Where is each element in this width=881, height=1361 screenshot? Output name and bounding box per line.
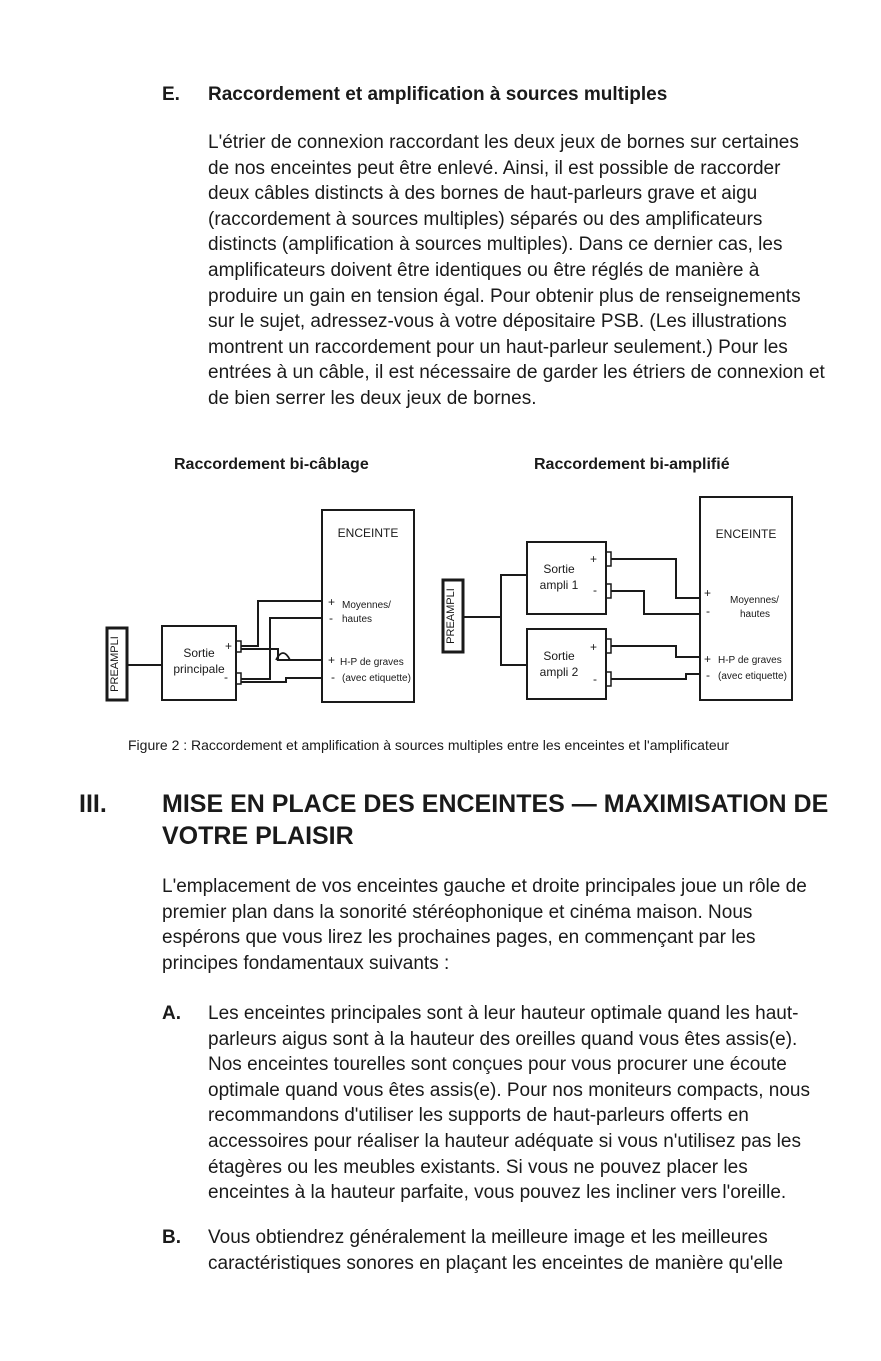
paragraph-line: caractéristiques sonores en plaçant les enceintes de manière qu'elle xyxy=(208,1252,784,1274)
paragraph-line: parleurs aigus sont à la hauteur des oreilles quand vous êtes assis(e). xyxy=(208,1028,798,1050)
moyennes-label: Moyennes/ xyxy=(730,595,779,606)
bi-amp-diagram xyxy=(436,490,806,710)
etiquette-label: (avec etiquette) xyxy=(342,673,411,684)
paragraph-line: optimale quand vous êtes assis(e). Pour nos moniteurs compacts, nous xyxy=(208,1079,810,1101)
paragraph-line: premier plan dans la sonorité stéréophonique et cinéma maison. Nous xyxy=(162,901,753,923)
graves-label: H-P de graves xyxy=(340,657,404,668)
enceinte-label: ENCEINTE xyxy=(715,527,777,541)
section-e-paragraph xyxy=(208,130,825,412)
paragraph-line: sur le sujet, adressez-vous à votre dépositaire PSB. (Les illustrations xyxy=(208,311,787,333)
paragraph-line: Nos enceintes tourelles sont conçues pour vous procurer une écoute xyxy=(208,1054,787,1076)
minus-sign: - xyxy=(593,583,597,597)
sortie-label: Sortie xyxy=(183,646,215,660)
figure-caption: Figure 2 : Raccordement et amplification à sources multiples entre les enceintes et l'amplificateur xyxy=(128,737,730,753)
paragraph-line: principes fondamentaux suivants : xyxy=(162,952,450,974)
item-b-letter: B. xyxy=(162,1227,181,1248)
paragraph-line: montrent un raccordement pour un haut-parleur seulement.) Pour les xyxy=(208,336,788,358)
plus-sign: + xyxy=(328,653,336,667)
minus-sign: - xyxy=(331,670,335,684)
paragraph-line: recommandons d'utiliser les supports de haut-parleurs offerts en xyxy=(208,1105,749,1127)
paragraph-line: accessoires pour réaliser la hauteur adéquate si vous n'utilisez pas les xyxy=(208,1130,801,1152)
title-line: MISE EN PLACE DES ENCEINTES — MAXIMISATION DE xyxy=(162,790,829,818)
paragraph-line: Les enceintes principales sont à leur hauteur optimale quand les haut- xyxy=(208,1003,799,1024)
paragraph-line: L'étrier de connexion raccordant les deux jeux de bornes sur certaines xyxy=(208,132,799,153)
paragraph-line: espérons que vous lirez les prochaines pages, en commençant par les xyxy=(162,927,756,949)
plus-sign: + xyxy=(328,595,336,609)
plus-sign: + xyxy=(704,586,712,600)
preampli-label: PREAMPLI xyxy=(445,588,457,644)
section-iii-number: III. xyxy=(79,790,107,818)
plus-sign: + xyxy=(590,552,598,566)
paragraph-line: amplificateurs doivent être identiques ou être réglés de manière à xyxy=(208,259,760,281)
bi-amp-title: Raccordement bi-amplifié xyxy=(534,456,730,473)
paragraph-line: de bien serrer les deux jeux de bornes. xyxy=(208,387,537,409)
ampli1-label-2: ampli 1 xyxy=(539,578,579,592)
paragraph-line: deux câbles distincts à des bornes de haut-parleurs grave et aigu xyxy=(208,183,758,205)
bi-wiring-title: Raccordement bi-câblage xyxy=(174,456,369,473)
ampli1-label: Sortie xyxy=(543,562,575,576)
hautes-label: hautes xyxy=(342,614,373,625)
plus-sign: + xyxy=(590,640,598,654)
item-b-paragraph xyxy=(208,1225,783,1276)
enceinte-label: ENCEINTE xyxy=(337,526,399,540)
paragraph-line: de nos enceintes peut être enlevé. Ainsi, il est possible de raccorder xyxy=(208,157,781,179)
minus-sign: - xyxy=(706,668,710,682)
section-e-title: Raccordement et amplification à sources multiples xyxy=(208,84,668,105)
plus-sign: + xyxy=(225,639,233,653)
graves-label: H-P de graves xyxy=(718,655,782,666)
paragraph-line: produire un gain en tension égal. Pour obtenir plus de renseignements xyxy=(208,285,801,307)
sortie-label-2: principale xyxy=(173,662,225,676)
paragraph-line: L'emplacement de vos enceintes gauche et droite principales joue un rôle de xyxy=(162,876,807,897)
section-iii-intro xyxy=(162,874,807,976)
ampli2-label-2: ampli 2 xyxy=(539,665,579,679)
section-e-letter: E. xyxy=(162,84,180,105)
preampli-label: PREAMPLI xyxy=(109,636,121,692)
bi-wiring-diagram xyxy=(100,500,430,710)
paragraph-line: Vous obtiendrez généralement la meilleure image et les meilleures xyxy=(208,1227,768,1248)
moyennes-label: Moyennes/ xyxy=(342,600,391,611)
item-a-letter: A. xyxy=(162,1003,181,1024)
paragraph-line: distincts (amplification à sources multiples). Dans ce dernier cas, les xyxy=(208,234,783,256)
ampli2-label: Sortie xyxy=(543,649,575,663)
etiquette-label: (avec etiquette) xyxy=(718,671,787,682)
minus-sign: - xyxy=(224,670,228,684)
hautes-label: hautes xyxy=(740,609,771,620)
item-a-paragraph xyxy=(208,1001,810,1206)
paragraph-line: entrées à un câble, il est nécessaire de garder les étriers de connexion et xyxy=(208,362,825,384)
section-iii-title xyxy=(162,788,828,852)
plus-sign: + xyxy=(704,652,712,666)
paragraph-line: étagères ou les meubles existants. Si vous ne pouvez placer les xyxy=(208,1156,748,1178)
paragraph-line: (raccordement à sources multiples) séparés ou des amplificateurs xyxy=(208,208,763,230)
minus-sign: - xyxy=(329,611,333,625)
paragraph-line: enceintes à la hauteur parfaite, vous pouvez les incliner vers l'oreille. xyxy=(208,1182,787,1204)
minus-sign: - xyxy=(706,604,710,618)
minus-sign: - xyxy=(593,672,597,686)
title-line: VOTRE PLAISIR xyxy=(162,822,354,850)
